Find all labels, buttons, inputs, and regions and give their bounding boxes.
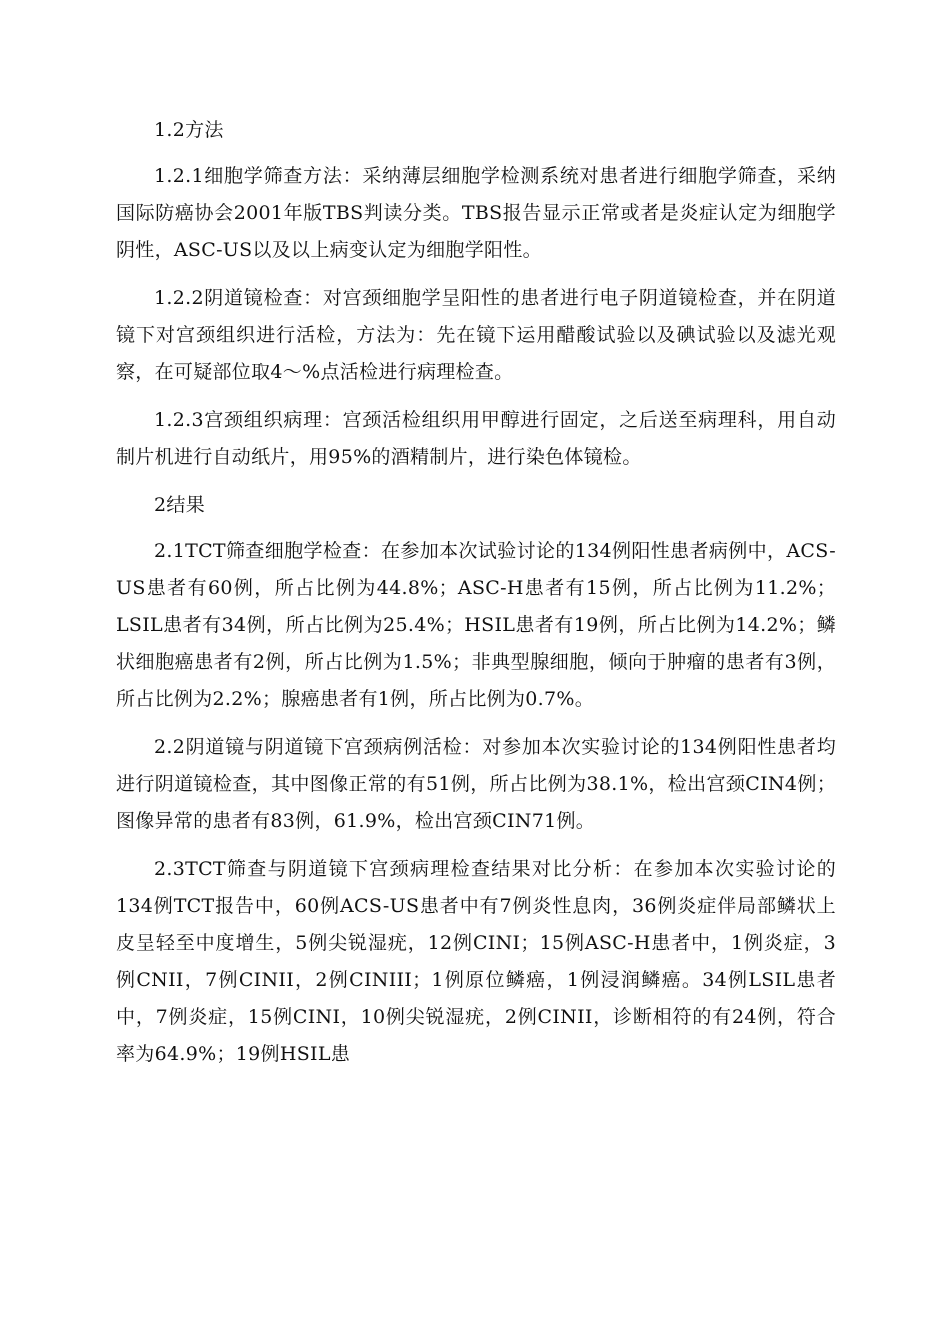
paragraph-cytology-screening: 1.2.1细胞学筛查方法：采纳薄层细胞学检测系统对患者进行细胞学筛查，采纳国际防癌协会2001年版TBS判读分类。TBS报告显示正常或者是炎症认定为细胞学阴性，ASC-US以及以上病变认定为细胞学阳性。 <box>116 165 836 261</box>
section-heading-methods: 1.2方法 <box>154 119 224 141</box>
paragraph-pathology: 1.2.3宫颈组织病理：宫颈活检组织用甲醇进行固定，之后送至病理科，用自动制片机进行自动纸片，用95%的酒精制片，进行染色体镜检。 <box>116 409 836 468</box>
paragraph-colposcopy: 1.2.2阴道镜检查：对宫颈细胞学呈阳性的患者进行电子阴道镜检查，并在阴道镜下对宫颈组织进行活检，方法为：先在镜下运用醋酸试验以及碘试验以及滤光观察，在可疑部位取4～%点活检进行病理检查。 <box>116 287 836 383</box>
section-heading-results: 2结果 <box>154 494 205 516</box>
paragraph-colposcopy-biopsy: 2.2阴道镜与阴道镜下宫颈病例活检：对参加本次实验讨论的134例阳性患者均进行阴道镜检查，其中图像正常的有51例，所占比例为38.1%，检出宫颈CIN4例；图像异常的患者有83例，61.9%，检出宫颈CIN71例。 <box>116 736 836 832</box>
paragraph-comparison-analysis: 2.3TCT筛查与阴道镜下宫颈病理检查结果对比分析：在参加本次实验讨论的134例TCT报告中，60例ACS-US患者中有7例炎性息肉，36例炎症伴局部鳞状上皮呈轻至中度增生，5例尖锐湿疣，12例CINI；15例ASC-H患者中，1例炎症，3例CNII，7例CINII，2例CINIII；1例原位鳞癌，1例浸润鳞癌。34例LSIL患者中，7例炎症，15例CINI，10例尖锐湿疣，2例CINII，诊断相符的有24例，符合率为64.9%；19例HSIL患 <box>116 858 836 1065</box>
document-body <box>116 112 836 1084</box>
paragraph-tct-results: 2.1TCT筛查细胞学检查：在参加本次试验讨论的134例阳性患者病例中，ACS-US患者有60例，所占比例为44.8%；ASC-H患者有15例，所占比例为11.2%；LSIL患者有34例，所占比例为25.4%；HSIL患者有19例，所占比例为14.2%；鳞状细胞癌患者有2例，所占比例为1.5%；非典型腺细胞，倾向于肿瘤的患者有3例，所占比例为2.2%；腺癌患者有1例，所占比例为0.7%。 <box>116 540 836 710</box>
